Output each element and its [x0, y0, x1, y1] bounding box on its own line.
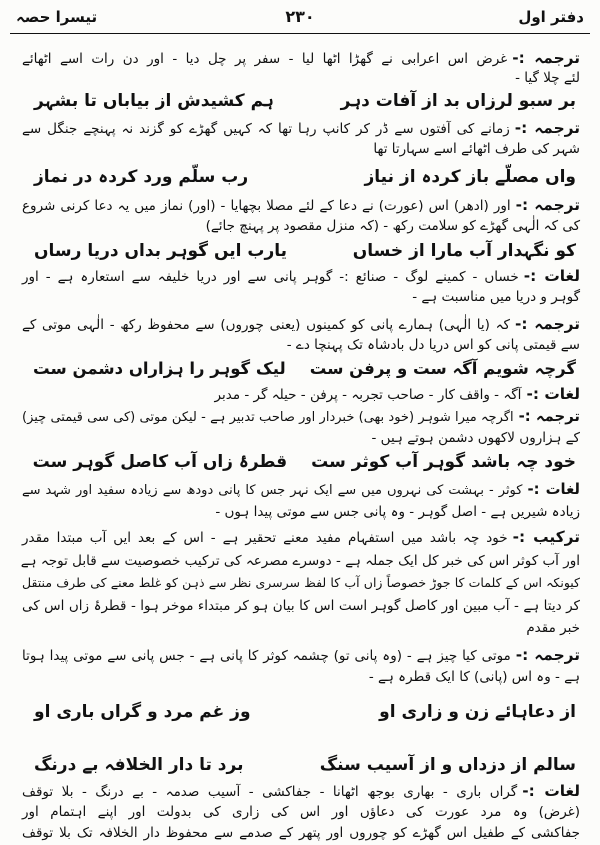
line-label: ترکیب :-: [512, 528, 580, 546]
line-label: ترجمہ :-: [515, 196, 580, 214]
translation-line: [22, 118, 580, 138]
continuation-line: کی کہ الٰہی گھڑے کو سلامت رکھ - (کہ منزل مقصود پر پہنچ جائے): [205, 218, 580, 234]
hemistich-second: لیک گوہر را ہزاراں دشمن ست: [33, 359, 286, 378]
glossary-line: [22, 480, 580, 500]
line-text: آگہ - واقف کار - صاحب تجربہ - پرفن - حیلہ گر - مدبر: [214, 387, 522, 403]
continuation-line: زیادہ شیریں ہے - اصل گوہر - وہ پانی جس سے موتی پیدا ہوں -: [215, 504, 580, 520]
verse-couplet: [34, 88, 576, 114]
line-label: ترجمہ :-: [514, 315, 580, 333]
line-label: ترجمہ :-: [518, 408, 580, 425]
part-title: تیسرا حصہ: [16, 8, 98, 26]
line-text: گراں باری - بھاری بوجھ اٹھانا - جفاکشی - آسیب صدمہ - بے درنگ - بلا توقف: [22, 784, 518, 800]
hemistich-second: برد تا دار الخلافہ بے درنگ: [34, 755, 244, 775]
continuation-line: کے ہزاروں لاکھوں دشمن ہوتے ہیں -: [371, 430, 580, 446]
verse-couplet: [34, 164, 576, 190]
hemistich-second: رب سلّم ورد کردہ در نماز: [34, 167, 249, 187]
hemistich-first: گرچہ شویم آگہ ست و پرفن ست: [309, 359, 576, 378]
translation-line: [22, 48, 580, 68]
hemistich-second: قطرۂ زاں آب کاصل گوہر ست: [32, 452, 288, 472]
line-text: خود چہ باشد میں استفہام مفید معنے تحقیر ہے - اس کے بعد ایں آب مبتدا مقدر: [22, 530, 508, 546]
line-text: اگرچہ میرا شوہر (خود بھی) خبردار اور صاحب تدبیر ہے - لیکن موتی (کی سی قیمتی چیز): [22, 410, 514, 425]
continuation-line: اور آب کوثر اس کی خبر کل ایک جملہ ہے - دوسرے مصرعہ کی ترکیب خصوصیت سے قابل توجہ ہے: [20, 553, 580, 569]
page-number: ۲۳۰: [285, 7, 315, 26]
line-label: ترجمہ :-: [512, 49, 580, 67]
line-text: غرض اس اعرابی نے گھڑا اٹھا لیا - سفر پر چل دیا - اور دن رات اسے اٹھائے: [22, 51, 508, 67]
line-label: لغات :-: [526, 385, 580, 403]
line-text: کہ (یا الٰہی) ہمارے پانی کو کمینوں (یعنی چوروں) سے محفوظ رکھ - الٰہی موتی کے: [22, 317, 510, 333]
continuation-line: کر دیتا ہے - آب مبین اور کاصل گوہر است اس کا بیان ہو کر مبتداء موخر ہوا - قطرۂ زاں اس کی: [22, 598, 580, 614]
line-text: خساں - کمینے لوگ - صنائع :- گوہر پانی سے اور دریا خلیفہ سے استعارہ ہے - اور: [22, 269, 519, 285]
hemistich-first: بر سبو لرزاں بد از آفات دہر: [340, 91, 576, 111]
continuation-line: خبر مقدم: [526, 620, 580, 636]
glossary-line: [22, 384, 580, 404]
hemistich-second: ہم کشیدش از بیاباں تا بشہر: [34, 91, 274, 111]
line-label: لغات :-: [527, 481, 580, 498]
translation-line: [22, 195, 580, 215]
line-label: ترجمہ :-: [514, 119, 581, 137]
header-rule: [10, 33, 590, 34]
glossary-line: [22, 266, 580, 286]
continuation-line: گوہر و دریا میں مناسبت ہے -: [412, 289, 580, 305]
translation-line: [22, 645, 580, 665]
verse-couplet: [34, 238, 576, 264]
continuation-line: سے قیمتی پانی کو اس دریا دل بادشاہ تک پہنچا دے -: [286, 337, 580, 353]
line-text: کوثر - بہشت کی نہروں میں سے ایک نہر جس کا پانی دودھ سے زیادہ سفید اور شہد سے: [22, 483, 523, 498]
line-label: لغات :-: [522, 782, 581, 800]
grammar-note-line: [22, 527, 580, 547]
hemistich-second: یارب ایں گوہر بداں دریا رساں: [34, 241, 288, 261]
translation-line: (غرض) وہ مرد عورت کی دعاؤں اور اس کی زاری کی بدولت اور اپنے اہتمام اور: [22, 804, 580, 820]
continuation-line: جفاکشی کے طفیل اس گھڑے کو چوروں اور پتھر کے صدمے سے محفوظ دار الخلافہ تک بلا توقف: [22, 825, 580, 841]
continuation-line: کیونکہ اس کے کلمات کا جوڑ خصوصاً زاں آب کا لفظ سرسری نظر سے ذہن کو غلط معنے کی طرف منتقل: [22, 575, 580, 590]
hemistich-second: وز غم مرد و گراں باری او: [34, 702, 251, 722]
line-text: زمانے کی آفتوں سے ڈر کر کانپ رہا تھا کہ کہیں گھڑے کو گزند نہ پہنچے جنگل سے: [22, 121, 510, 137]
verse-couplet: [34, 356, 576, 382]
line-label: لغات :-: [523, 267, 581, 285]
hemistich-first: سالم از دزداں و از آسیب سنگ: [319, 755, 576, 775]
hemistich-first: خود چہ باشد گوہر آب کوثر ست: [311, 452, 576, 472]
hemistich-first: واں مصلّے باز کردہ از نیاز: [364, 167, 576, 187]
continuation-line: لئے چلا گیا -: [515, 70, 580, 86]
line-text: اور (ادھر) اس (عورت) نے دعا کے لئے مصلا بچھایا - (اور) نماز میں یہ دعا کرنی شروع: [22, 198, 511, 214]
volume-title: دفتر اول: [518, 8, 584, 26]
translation-line: [22, 407, 580, 427]
continuation-line: ہے - وہ اس (پانی) کا ایک قطرہ ہے -: [368, 669, 580, 685]
glossary-line: [22, 781, 580, 801]
hemistich-first: کو نگہدار آب مارا از خساں: [352, 241, 576, 261]
page-header: [16, 4, 584, 30]
continuation-line: شہر کی طرف اٹھائے اسے سہارتا تھا: [373, 141, 580, 157]
hemistich-first: از دعاہائے زن و زاری او: [379, 702, 576, 722]
verse-couplet: [34, 449, 576, 475]
line-label: ترجمہ :-: [515, 646, 580, 664]
line-text: موتی کیا چیز ہے - (وہ پانی تو) چشمہ کوثر کا پانی ہے - جس پانی سے موتی پیدا ہوتا: [22, 648, 511, 664]
verse-couplet: [34, 752, 576, 778]
translation-line: [22, 314, 580, 334]
verse-couplet: [34, 699, 576, 725]
